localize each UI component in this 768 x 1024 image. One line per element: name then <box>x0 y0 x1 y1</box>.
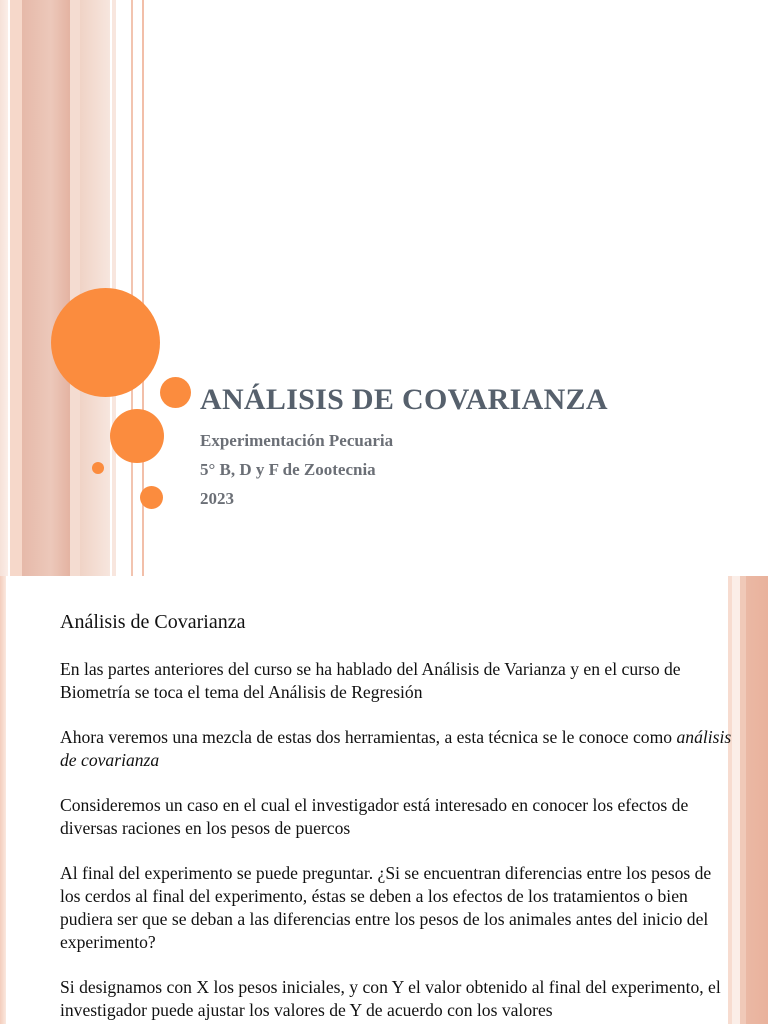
title-block <box>200 382 760 513</box>
content-slide <box>0 576 768 1024</box>
stripe <box>70 0 80 576</box>
left-border-stripe <box>0 576 6 1024</box>
small-circle-decoration <box>160 377 191 408</box>
paragraph-question <box>60 862 732 954</box>
large-circle-decoration <box>51 288 160 397</box>
paragraph-text: Al final del experimento se puede preguntar. ¿Si se encuentran diferencias entre los pesos de los cerdos al final del experimento, éstas se deben a los efectos de los tratamientos o bien pudiera ser que se deban a las diferencias entre los pesos de los animales antes del inicio del experimento? <box>60 863 712 952</box>
slide-title: ANÁLISIS DE COVARIANZA <box>200 383 608 416</box>
paragraph-text: Consideremos un caso en el cual el investigador está interesado en conocer los efectos de diversas raciones en los pesos de puercos <box>60 795 689 838</box>
stripe <box>732 576 740 1024</box>
paragraph-technique <box>60 726 732 772</box>
paragraph-variables <box>60 976 732 1022</box>
paragraph-text: Ahora veremos una mezcla de estas dos herramientas, a esta técnica se le conoce como <box>60 727 677 747</box>
subtitle-course: Experimentación Pecuaria <box>200 431 394 450</box>
stripe <box>746 576 768 1024</box>
stripe <box>131 0 133 576</box>
subtitle-groups: 5° B, D y F de Zootecnia <box>200 460 376 479</box>
emphasis-term: análisis de covarianza <box>60 727 732 770</box>
tiny-circle-decoration <box>92 462 104 474</box>
slide-content <box>60 610 732 1024</box>
paragraph-text: En las partes anteriores del curso se ha hablado del Análisis de Varianza y en el curso de Biometría se toca el tema del Análisis de Regresión <box>60 659 681 702</box>
paragraph-text: Si designamos con X los pesos iniciales, y con Y el valor obtenido al final del experimento, el investigador puede ajustar los valores de Y de acuerdo con los valores <box>60 977 721 1020</box>
subtitle-year: 2023 <box>200 489 234 508</box>
paragraph-intro <box>60 658 732 704</box>
stripe <box>22 0 70 576</box>
decorative-stripes <box>0 0 150 576</box>
content-heading: Análisis de Covarianza <box>60 611 246 633</box>
paragraph-case <box>60 794 732 840</box>
medium-circle-decoration <box>110 409 164 463</box>
stripe <box>0 0 8 576</box>
small-circle-decoration <box>140 486 163 509</box>
right-decorative-stripes <box>728 576 768 1024</box>
stripe <box>10 0 22 576</box>
